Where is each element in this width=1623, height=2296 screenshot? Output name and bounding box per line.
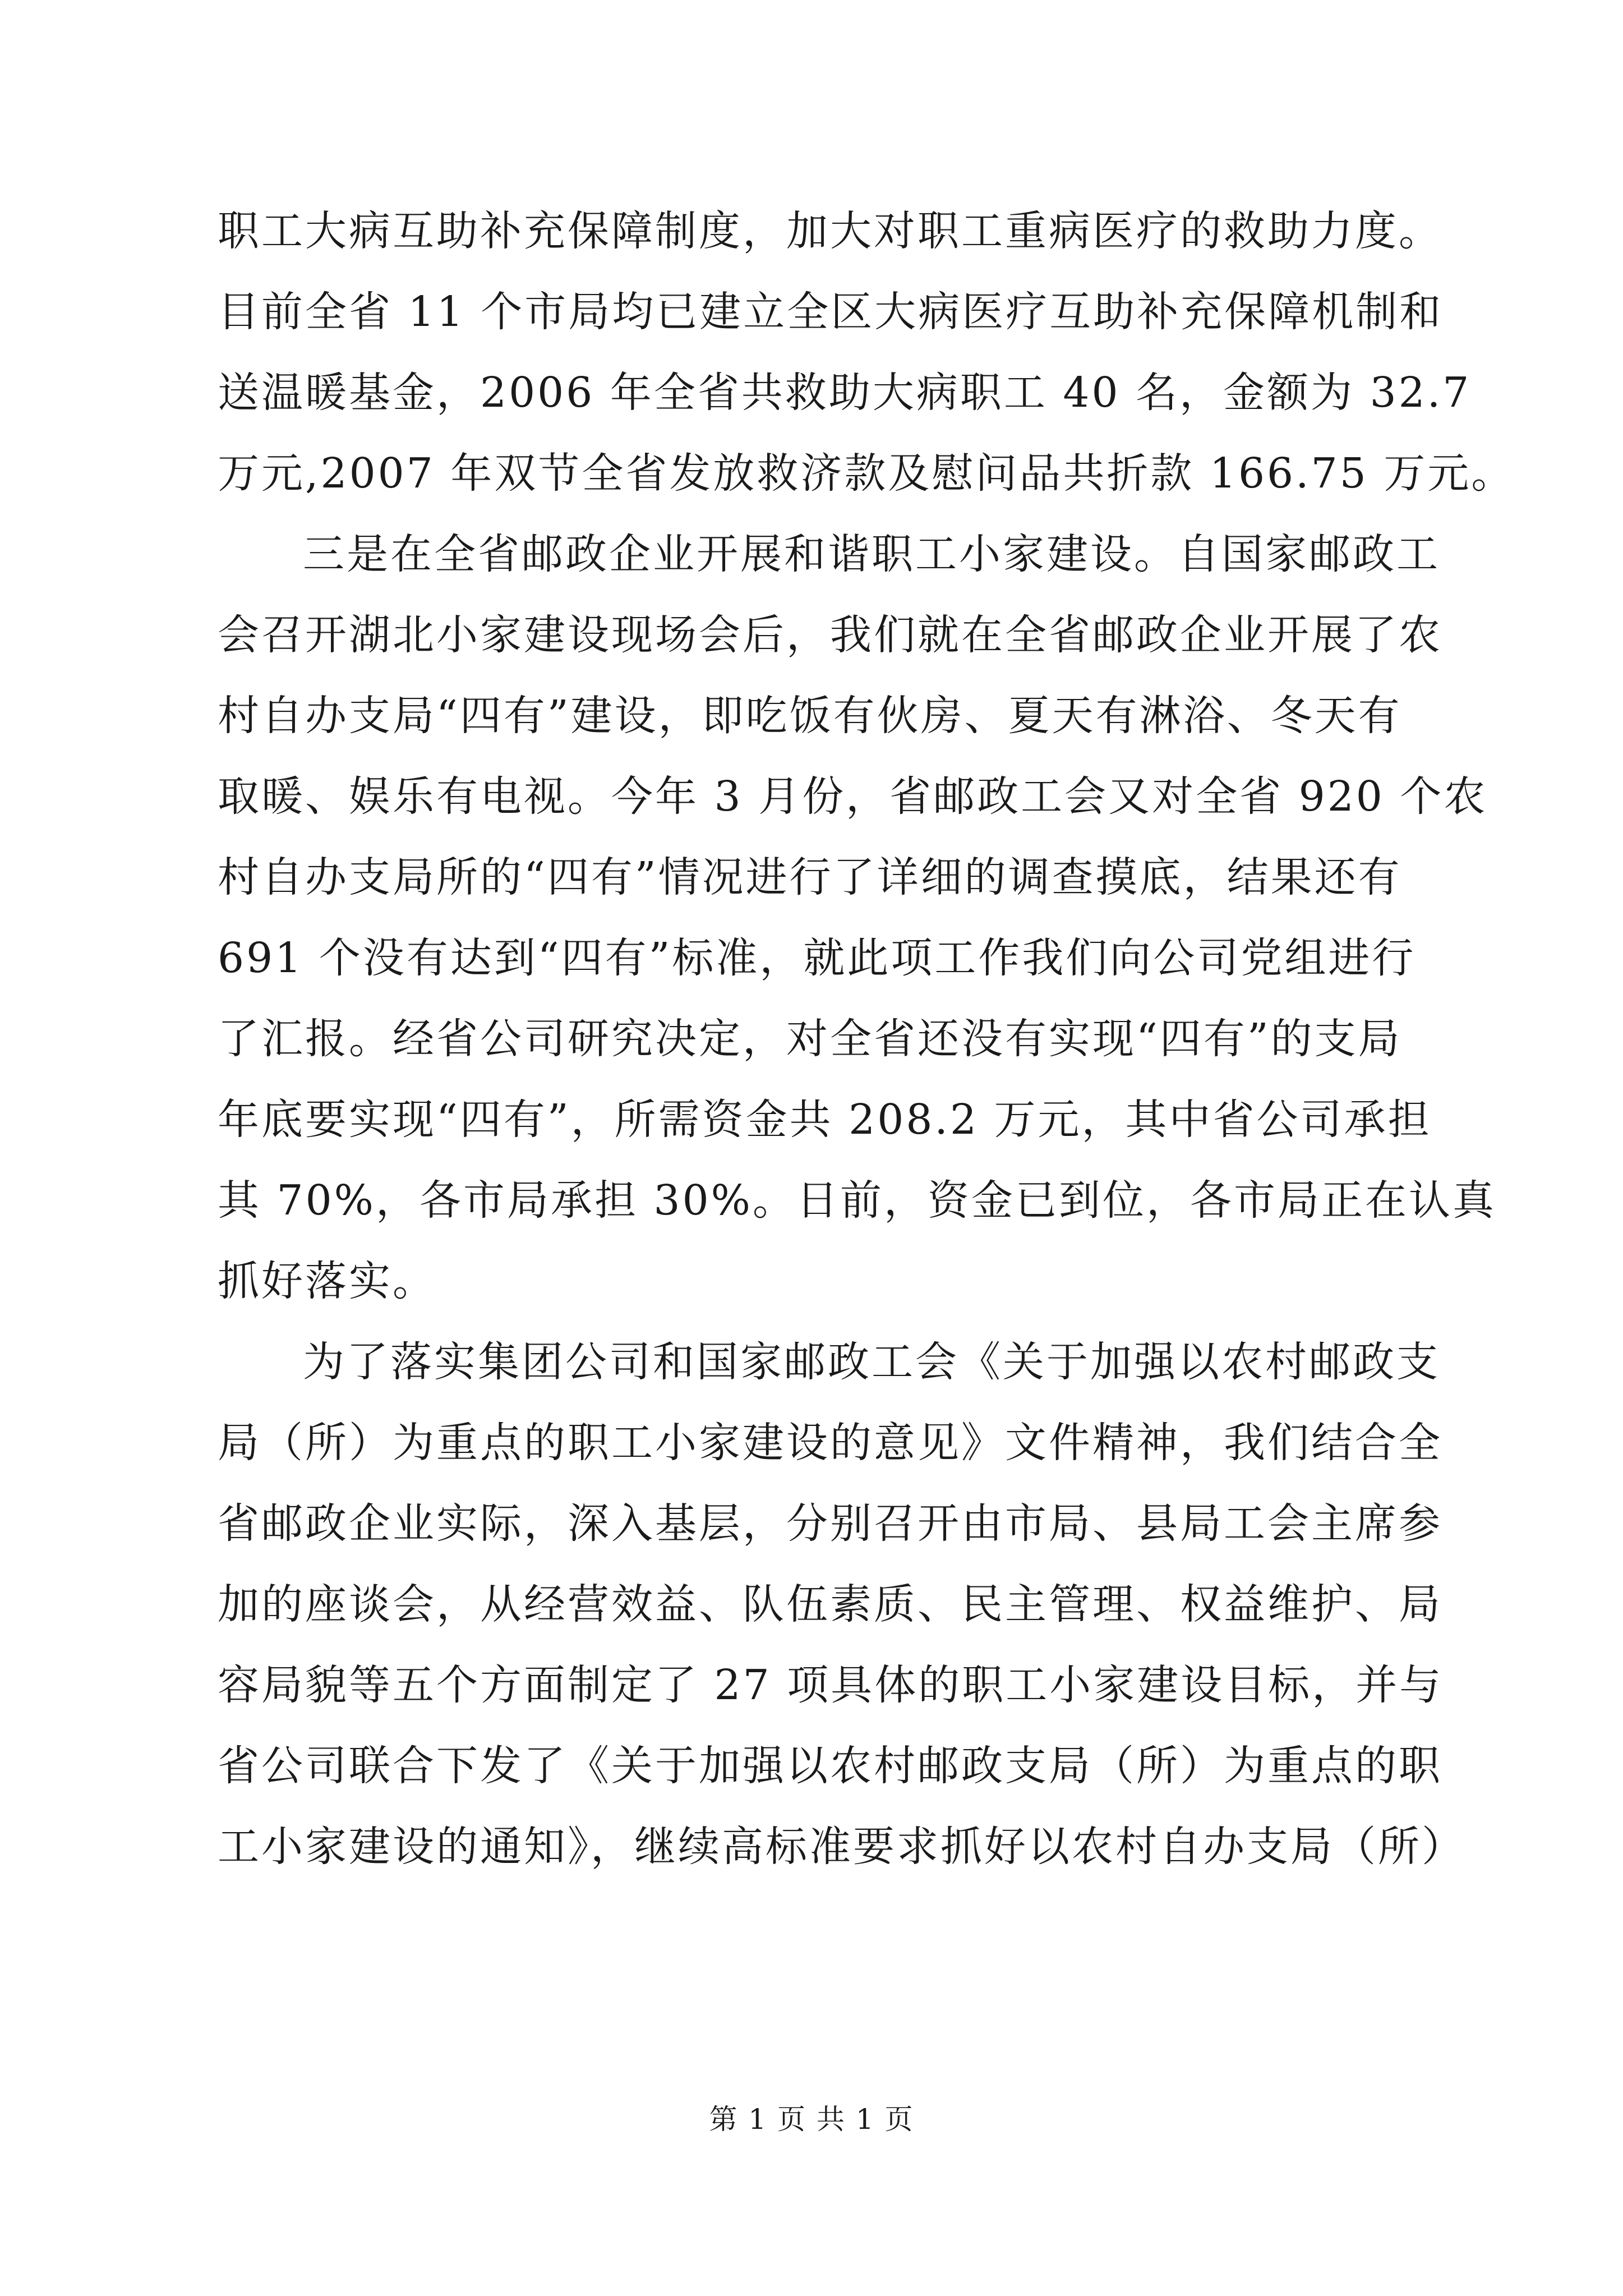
text-line: 容局貌等五个方面制定了 27 项具体的职工小家建设目标，并与: [218, 1661, 1444, 1709]
text-line: 村自办支局“四有”建设，即吃饭有伙房、夏天有淋浴、冬天有: [218, 692, 1402, 740]
text-line: 其 70%，各市局承担 30%。日前，资金已到位，各市局正在认真: [218, 1176, 1496, 1225]
text-line: 了汇报。经省公司研究决定，对全省还没有实现“四有”的支局: [218, 1015, 1402, 1063]
paragraph-start-line: 为了落实集团公司和国家邮政工会《关于加强以农村邮政支: [303, 1338, 1440, 1386]
text-line: 送温暖基金，2006 年全省共救助大病职工 40 名，金额为 32.7: [218, 369, 1472, 417]
page-number-footer: 第 1 页 共 1 页: [709, 2103, 914, 2136]
text-line: 抓好落实。: [218, 1257, 436, 1305]
text-line: 局（所）为重点的职工小家建设的意见》文件精神，我们结合全: [218, 1419, 1442, 1467]
text-line: 工小家建设的通知》，继续高标准要求抓好以农村自办支局（所）: [218, 1823, 1465, 1871]
text-line: 省公司联合下发了《关于加强以农村邮政支局（所）为重点的职: [218, 1742, 1442, 1790]
text-line: 目前全省 11 个市局均已建立全区大病医疗互助补充保障机制和: [218, 288, 1444, 336]
text-line: 取暖、娱乐有电视。今年 3 月份，省邮政工会又对全省 920 个农: [218, 772, 1488, 821]
text-line: 691 个没有达到“四有”标准，就此项工作我们向公司党组进行: [218, 934, 1416, 982]
text-line: 职工大病互助补充保障制度，加大对职工重病医疗的救助力度。: [218, 207, 1442, 255]
paragraph-start-line: 三是在全省邮政企业开展和谐职工小家建设。自国家邮政工: [303, 530, 1440, 578]
text-line: 村自办支局所的“四有”情况进行了详细的调查摸底，结果还有: [218, 853, 1402, 901]
text-line: 省邮政企业实际，深入基层，分别召开由市局、县局工会主席参: [218, 1499, 1442, 1548]
text-line: 万元,2007 年双节全省发放救济款及慰问品共折款 166.75 万元。: [218, 449, 1515, 498]
text-line: 加的座谈会，从经营效益、队伍素质、民主管理、权益维护、局: [218, 1580, 1442, 1628]
text-line: 会召开湖北小家建设现场会后，我们就在全省邮政企业开展了农: [218, 611, 1442, 659]
text-line: 年底要实现“四有”，所需资金共 208.2 万元，其中省公司承担: [218, 1096, 1432, 1144]
document-body: [218, 191, 1515, 1887]
